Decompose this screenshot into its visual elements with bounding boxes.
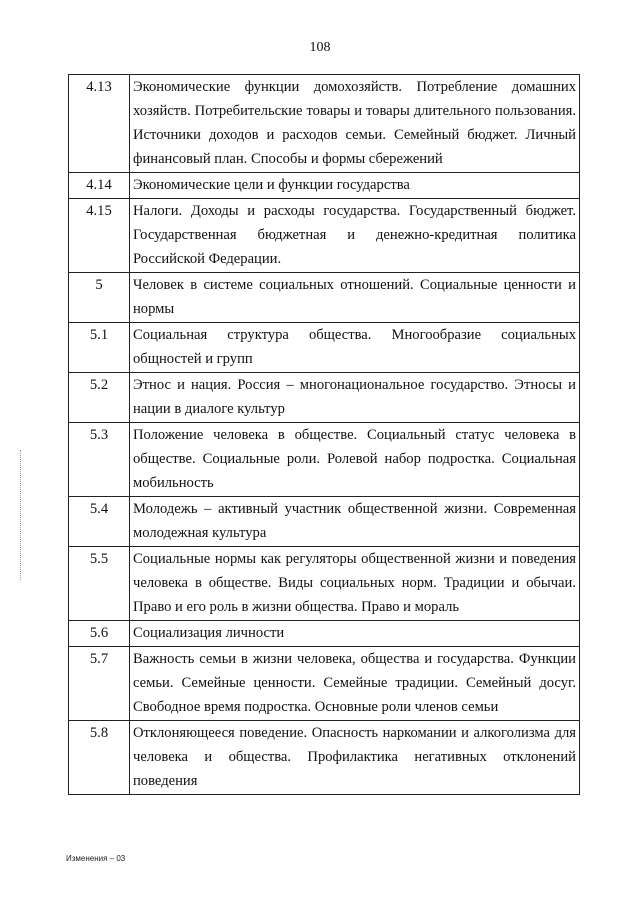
footer-revision-note: Изменения – 03 [66, 854, 126, 863]
topic-number: 5.8 [69, 721, 130, 795]
table-row [69, 547, 580, 621]
page-number: 108 [309, 40, 331, 55]
topic-text: Важность семьи в жизни человека, общества и государства. Функции семьи. Семейные ценности. Семейные традиции. Семейный досуг. Свободное время подростка. Основные роли членов семьи [130, 647, 580, 721]
curriculum-table [68, 74, 580, 795]
topic-text: Отклоняющееся поведение. Опасность наркомании и алкоголизма для человека и общества. Профилактика негативных отклонений поведения [130, 721, 580, 795]
topic-text: Социализация личности [130, 621, 580, 647]
topic-number: 4.14 [69, 173, 130, 199]
margin-mark [20, 450, 22, 580]
table-row [69, 647, 580, 721]
topic-text: Социальные нормы как регуляторы общественной жизни и поведения человека в обществе. Виды социальных норм. Традиции и обычаи. Право и его роль в жизни общества. Право и мораль [130, 547, 580, 621]
topic-text: Положение человека в обществе. Социальный статус человека в обществе. Социальные роли. Ролевой набор подростка. Социальная мобильность [130, 423, 580, 497]
topic-number: 5.6 [69, 621, 130, 647]
topic-text: Человек в системе социальных отношений. Социальные ценности и нормы [130, 273, 580, 323]
topic-number: 5.7 [69, 647, 130, 721]
topic-text: Этнос и нация. Россия – многонациональное государство. Этносы и нации в диалоге культур [130, 373, 580, 423]
topic-text: Социальная структура общества. Многообразие социальных общностей и групп [130, 323, 580, 373]
table-row [69, 621, 580, 647]
topic-number: 4.15 [69, 199, 130, 273]
topic-text: Экономические функции домохозяйств. Потребление домашних хозяйств. Потребительские товары и товары длительного пользования. Источники доходов и расходов семьи. Семейный бюджет. Личный финансовый план. Способы и формы сбережений [130, 75, 580, 173]
table-row [69, 173, 580, 199]
topic-number: 5.4 [69, 497, 130, 547]
table-row [69, 423, 580, 497]
topic-number: 5.2 [69, 373, 130, 423]
table-row [69, 323, 580, 373]
topic-number: 5.5 [69, 547, 130, 621]
table-row [69, 199, 580, 273]
topic-number: 5 [69, 273, 130, 323]
table-row [69, 75, 580, 173]
topic-number: 5.1 [69, 323, 130, 373]
table-row [69, 497, 580, 547]
topic-text: Экономические цели и функции государства [130, 173, 580, 199]
table-row [69, 273, 580, 323]
topic-number: 5.3 [69, 423, 130, 497]
topic-text: Молодежь – активный участник общественной жизни. Современная молодежная культура [130, 497, 580, 547]
table-row [69, 721, 580, 795]
topic-text: Налоги. Доходы и расходы государства. Государственный бюджет. Государственная бюджетная и денежно-кредитная политика Российской Федерации. [130, 199, 580, 273]
topic-number: 4.13 [69, 75, 130, 173]
table-row [69, 373, 580, 423]
